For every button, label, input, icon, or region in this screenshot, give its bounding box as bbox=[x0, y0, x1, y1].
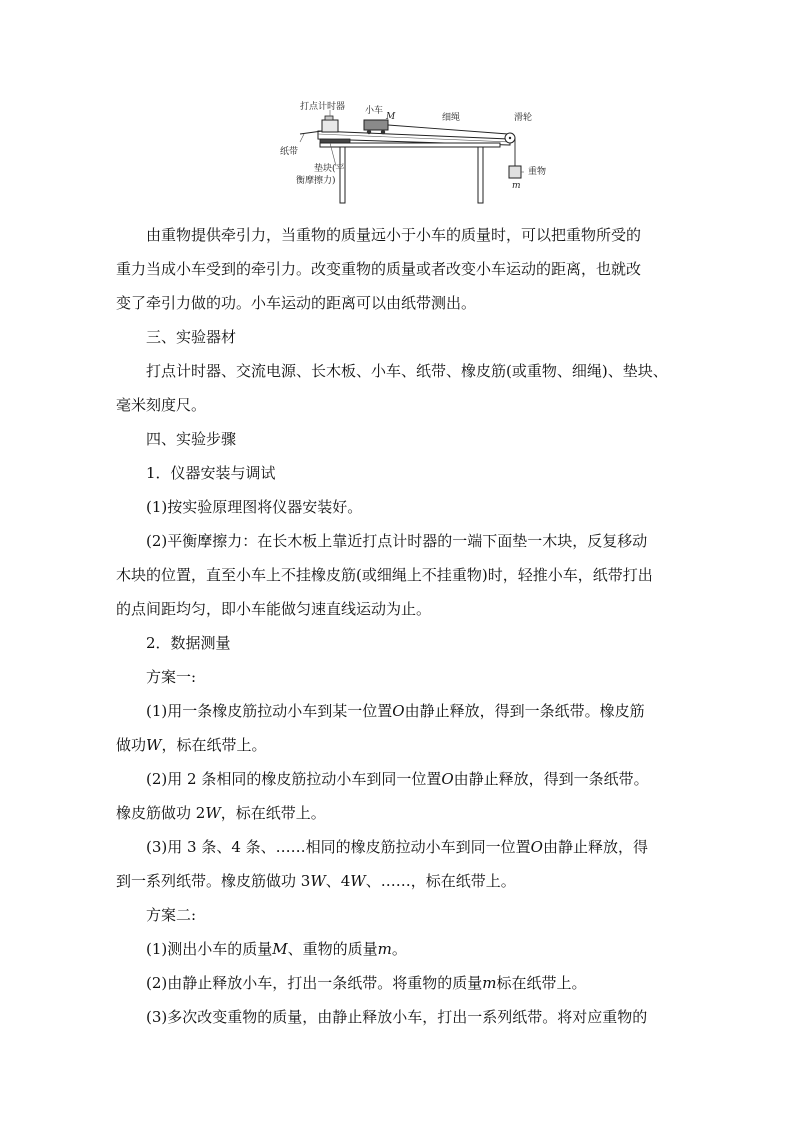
section4-heading: 四、实验步骤 bbox=[146, 430, 237, 448]
intro-line-3: 变了牵引力做的功。小车运动的距离可以由纸带测出。 bbox=[116, 294, 477, 312]
plan1-item2-line1: (2)用 2 条相同的橡皮筋拉动小车到同一位置O由静止释放，得到一条纸带。 bbox=[146, 770, 649, 788]
section3-line-2: 毫米刻度尺。 bbox=[116, 396, 207, 414]
experiment-diagram bbox=[278, 98, 568, 206]
plan1-item2-line2: 橡皮筋做功 2W，标在纸带上。 bbox=[116, 804, 326, 822]
rope-line bbox=[388, 125, 508, 134]
label-cart: 小车 bbox=[365, 106, 384, 116]
pulley-axle bbox=[509, 137, 511, 139]
label-pad-line1: 垫块(平 bbox=[314, 164, 345, 174]
label-pad-line2: 衡摩擦力) bbox=[296, 176, 336, 186]
timer-top bbox=[325, 116, 333, 120]
table-top bbox=[320, 143, 500, 147]
step1-item1: (1)按实验原理图将仪器安装好。 bbox=[146, 498, 363, 516]
step1-title: 1．仪器安装与调试 bbox=[146, 464, 276, 482]
intro-line-2: 重力当成小车受到的牵引力。改变重物的质量或者改变小车运动的距离，也就改 bbox=[116, 260, 642, 278]
plan1-title: 方案一: bbox=[146, 668, 197, 686]
document-body bbox=[116, 218, 682, 1034]
section3-line-1: 打点计时器、交流电源、长木板、小车、纸带、橡皮筋(或重物、细绳)、垫块、 bbox=[146, 362, 668, 380]
pad-block bbox=[320, 139, 350, 143]
plan1-item1-line1: (1)用一条橡皮筋拉动小车到某一位置O由静止释放，得到一条纸带。橡皮筋 bbox=[146, 702, 645, 720]
plan2-item2: (2)由静止释放小车，打出一条纸带。将重物的质量m标在纸带上。 bbox=[146, 974, 587, 992]
label-cart-mass: M bbox=[386, 112, 396, 122]
label-rope: 细绳 bbox=[442, 113, 461, 123]
plan1-item3-line1: (3)用 3 条、4 条、……相同的橡皮筋拉动小车到同一位置O由静止释放，得 bbox=[146, 838, 648, 856]
plan2-item1: (1)测出小车的质量M、重物的质量m。 bbox=[146, 940, 407, 958]
intro-line-1: 由重物提供牵引力，当重物的质量远小于小车的质量时，可以把重物所受的 bbox=[146, 226, 642, 244]
plan2-item3: (3)多次改变重物的质量，由静止释放小车，打出一系列纸带。将对应重物的 bbox=[146, 1008, 648, 1026]
label-timer: 打点计时器 bbox=[300, 102, 346, 112]
plan1-item3-line2: 到一系列纸带。橡皮筋做功 3W、4W、……，标在纸带上。 bbox=[116, 872, 516, 890]
label-pulley: 滑轮 bbox=[514, 113, 533, 123]
plan1-item1-line2: 做功W，标在纸带上。 bbox=[116, 736, 267, 754]
label-weight: 重物 bbox=[528, 167, 547, 177]
timer-body bbox=[322, 120, 338, 132]
cart-body bbox=[364, 120, 388, 130]
table-leg-left bbox=[340, 147, 345, 203]
table-leg-right bbox=[478, 147, 483, 203]
weight-block bbox=[509, 166, 521, 178]
step1-item2-line2: 木块的位置，直至小车上不挂橡皮筋(或细绳上不挂重物)时，轻推小车，纸带打出 bbox=[116, 566, 653, 584]
step1-item2-line3: 的点间距均匀，即小车能做匀速直线运动为止。 bbox=[116, 600, 432, 618]
section3-heading: 三、实验器材 bbox=[146, 328, 237, 346]
plan2-title: 方案二: bbox=[146, 906, 197, 924]
cart-wheel-left bbox=[367, 130, 371, 134]
cart-wheel-right bbox=[381, 130, 385, 134]
step2-title: 2．数据测量 bbox=[146, 634, 231, 652]
label-weight-mass: m bbox=[512, 181, 521, 191]
step1-item2-line1: (2)平衡摩擦力：在长木板上靠近打点计时器的一端下面垫一木块，反复移动 bbox=[146, 532, 648, 550]
label-tape: 纸带 bbox=[280, 147, 299, 157]
